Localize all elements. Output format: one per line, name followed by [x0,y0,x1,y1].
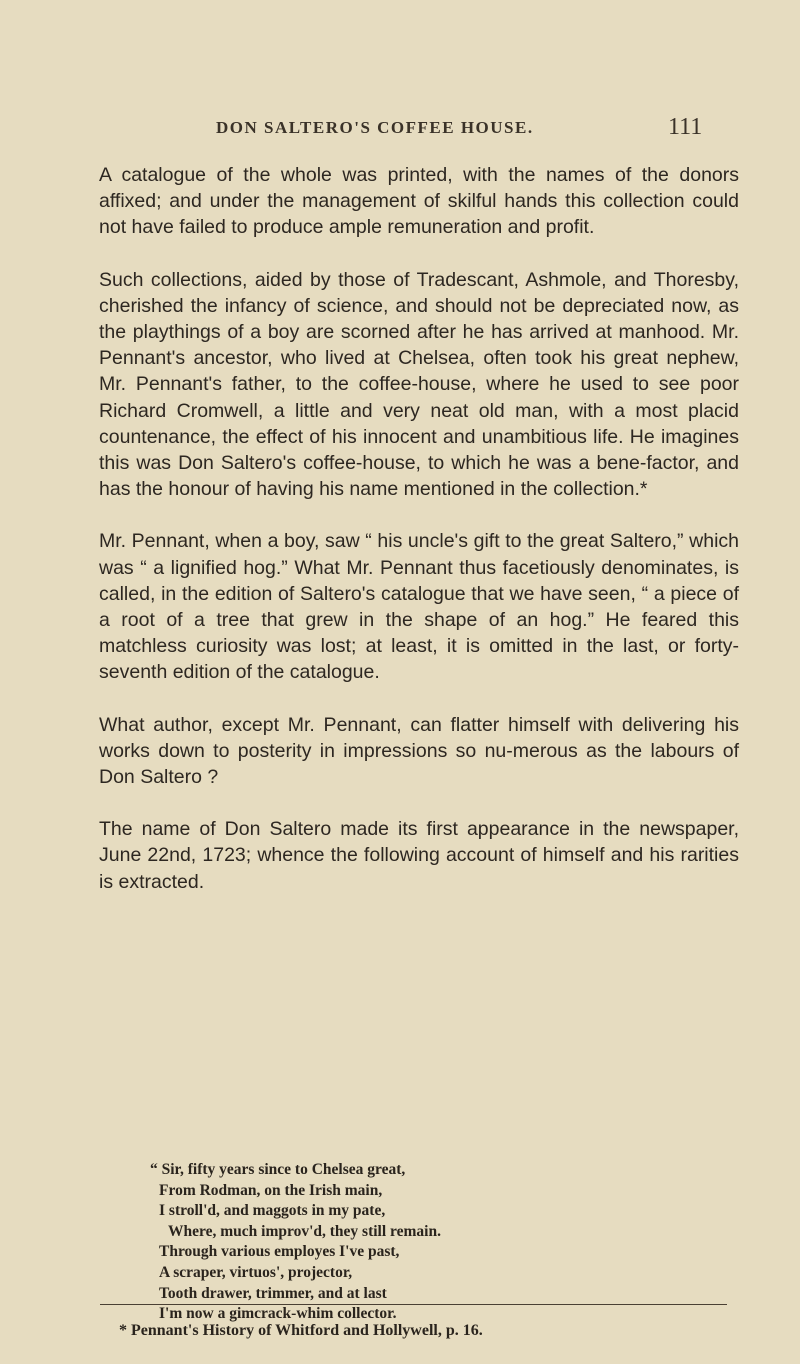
verse-line: Tooth drawer, trimmer, and at last [159,1284,387,1302]
verse-line: A scraper, virtuos', projector, [159,1263,353,1281]
verse-line: Through various employes I've past, [159,1243,400,1261]
paragraph: A catalogue of the whole was printed, with the names of the donors affixed; and under the management of skilful hands this collection could not have failed to produce ample remuneration and profit. [99,164,739,239]
paragraph: What author, except Mr. Pennant, can flatter himself with delivering his works down to posterity in impressions so nu-merous as the labours of Don Saltero ? [99,713,739,789]
footnote: * Pennant's History of Whitford and Hollywell, p. 16. [119,1322,483,1339]
verse-line: “ Sir, fifty years since to Chelsea great, [150,1161,406,1178]
verse-line: Where, much improv'd, they still remain. [168,1222,441,1240]
paragraph: The name of Don Saltero made its first appearance in the newspaper, June 22nd, 1723; whence the following account of himself and his rarities is extracted. [99,818,739,893]
running-head [0,114,800,144]
verse-line: I'm now a gimcrack-whim collector. [159,1305,397,1323]
footnote-divider [100,1304,727,1305]
page-number: 111 [668,114,703,140]
body-text [99,162,739,921]
paragraph: Mr. Pennant, when a boy, saw “ his uncle's gift to the great Saltero,” which was “ a lignified hog.” What Mr. Pennant thus facetiously denominates, is called, in the edition of Saltero's catalogue that we have seen, “ a piece of a root of a tree that grew in the shape of an hog.” He feared this matchless curiosity was lost; at least, it is omitted in the last, or forty-seventh edition of the catalogue. [99,530,739,684]
verse-line: From Rodman, on the Irish main, [159,1181,383,1199]
paragraph: Such collections, aided by those of Tradescant, Ashmole, and Thoresby, cherished the infancy of science, and should not be depreciated now, as the playthings of a boy are scorned after he has arrived at manhood. Mr. Pennant's ancestor, who lived at Chelsea, often took his great nephew, Mr. Pennant's father, to the coffee-house, where he used to see poor Richard Cromwell, a little and very neat old man, with a most placid countenance, the effect of his innocent and unambitious life. He imagines this was Don Saltero's coffee-house, to which he was a bene-factor, and has the honour of having his name mentioned in the collection.* [99,268,739,501]
running-title: DON SALTERO'S COFFEE HOUSE. [216,118,534,137]
verse-quotation [150,1160,670,1325]
verse-line: I stroll'd, and maggots in my pate, [159,1202,386,1220]
